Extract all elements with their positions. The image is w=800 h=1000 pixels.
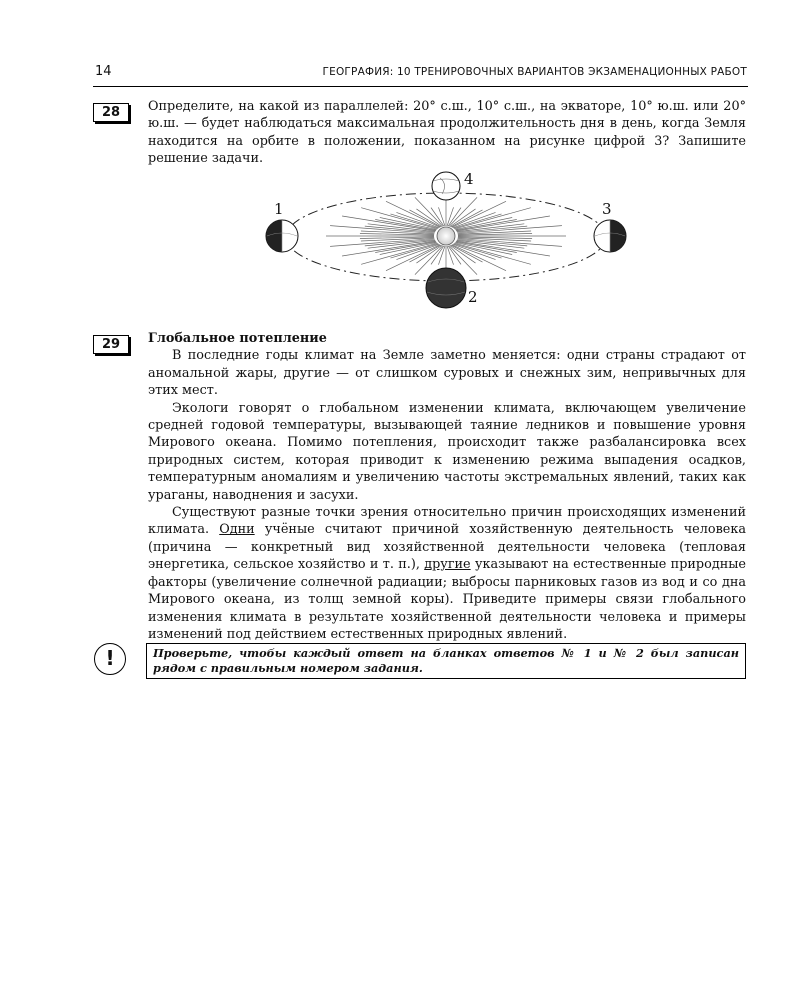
sun-ray	[361, 243, 437, 264]
underlined-word-odni: Одни	[219, 522, 255, 538]
question-28-paragraph: Определите, на какой из параллелей: 20° с.ш., 10° с.ш., на экваторе, 10° ю.ш. или 20° ю.ш. — будет наблюдаться максимальная продолжительность дня в день, когда Земля находится на орбите в положении, показанном на рисунке цифрой 3? Запишите решение задачи.	[148, 99, 746, 167]
exclamation-icon: !	[94, 643, 126, 675]
sun	[437, 227, 455, 245]
sun-ray	[457, 240, 524, 248]
figure-label-4: 4	[464, 170, 474, 188]
question-29-number: 29	[93, 335, 129, 354]
figure-label-2: 2	[468, 288, 478, 306]
sun-ray	[452, 201, 506, 227]
question-29-text	[148, 330, 746, 643]
sun-ray	[386, 245, 440, 271]
sun-ray	[454, 208, 530, 229]
header-rule	[93, 86, 748, 87]
figure-label-3: 3	[602, 200, 612, 218]
earth-position-3	[594, 219, 626, 253]
question-29-paragraph-1: В последние годы климат на Земле заметно меняется: одни страны страдают от аномальной жары, другие — от слишком суровых и снежных зим, непривычных для этих мест.	[148, 348, 746, 399]
earth-position-2	[426, 268, 466, 308]
sun-ray	[368, 224, 435, 232]
sun-ray	[386, 201, 440, 227]
underlined-word-drugie: другие	[424, 557, 471, 573]
sun-ray	[454, 243, 530, 264]
notice-text: Проверьте, чтобы каждый ответ на бланках ответов № 1 и № 2 был записан рядом с правильным номером задания.	[153, 646, 739, 675]
question-28-number: 28	[93, 103, 129, 122]
sun-ray	[361, 208, 437, 229]
earth-position-1	[266, 219, 298, 253]
question-29-paragraph-2: Экологи говорят о глобальном изменении климата, включающем увеличение средней годовой температуры, вызывающей таяние ледников и повышение уровня Мирового океана. Помимо потепления, происходит также разбалансировка всех природных систем, которая приводит к изменению режима выпадения осадков, температурным аномалиям и увеличению частоты экстремальных явлений, таких как ураганы, наводнения и засухи.	[148, 400, 746, 503]
running-header: ГЕОГРАФИЯ: 10 ТРЕНИРОВОЧНЫХ ВАРИАНТОВ ЭКЗАМЕНАЦИОННЫХ РАБОТ	[322, 66, 747, 78]
sun-ray	[452, 245, 506, 271]
notice-box	[146, 643, 746, 679]
sun-ray	[368, 240, 435, 248]
earth-position-4	[432, 172, 460, 200]
orbit-figure	[260, 170, 640, 310]
figure-label-1: 1	[274, 200, 284, 218]
page-number: 14	[95, 64, 112, 79]
question-29-title: Глобальное потепление	[148, 331, 327, 346]
question-28-text	[148, 98, 746, 168]
sun-ray	[457, 224, 524, 232]
question-29-paragraph-3: Существуют разные точки зрения относительно причин происходящих изменений климата. Одни учёные считают причиной хозяйственную деятельность человека (причина — конкретный вид хозяйственной деятельности человека (тепловая энергетика, сельское хозяйство и т. п.), другие указывают на естественные природные факторы (увеличение солнечной радиации; выбросы парниковых газов из вод и со дна Мирового океана, из толщ земной коры). Приведите примеры связи глобального изменения климата в результате хозяйственной деятельности человека и примеры изменений под действием естественных природных явлений.	[148, 505, 746, 642]
